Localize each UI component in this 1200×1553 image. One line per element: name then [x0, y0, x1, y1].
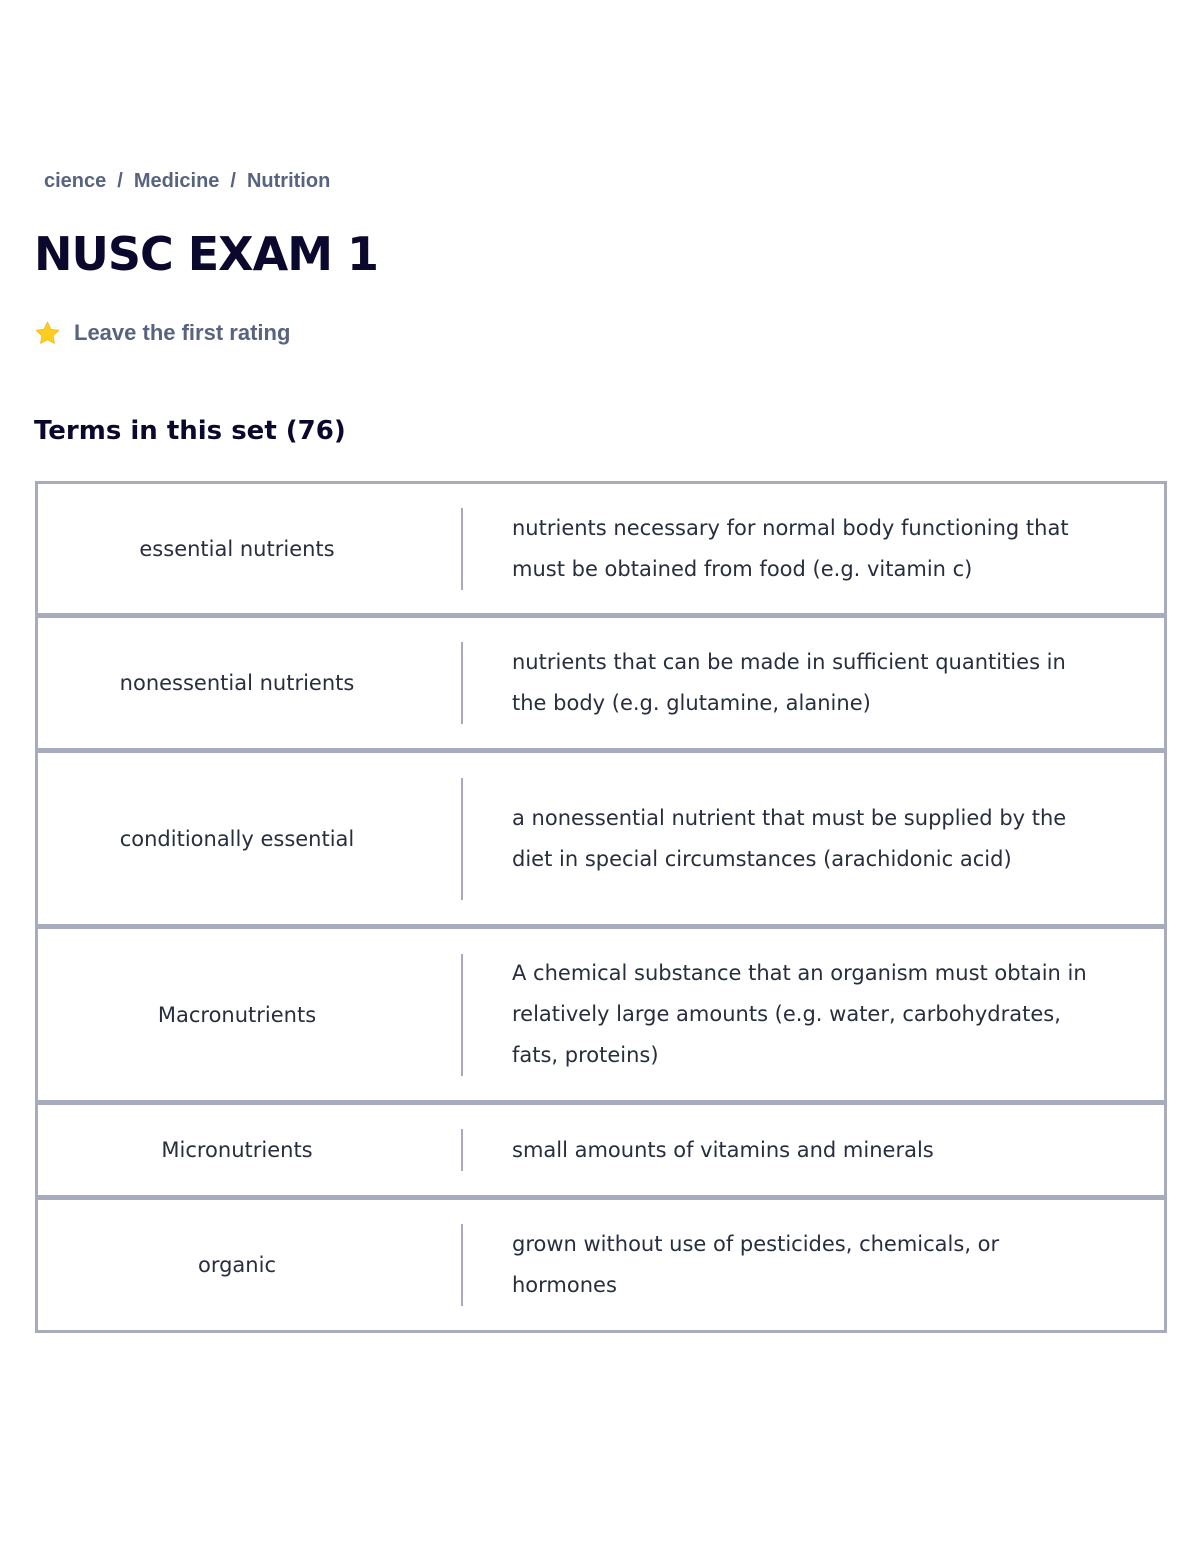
term-text: essential nutrients	[139, 536, 335, 561]
definition-text: a nonessential nutrient that must be supplied by the diet in special circumstances (arachidonic acid)	[512, 805, 1067, 871]
term-row	[38, 753, 1164, 929]
term-divider	[461, 508, 463, 590]
definition-text: nutrients that can be made in sufficient quantities in the body (e.g. glutamine, alanine)	[512, 650, 1066, 715]
term-text: conditionally essential	[119, 826, 355, 851]
breadcrumb-separator: /	[117, 169, 123, 192]
terms-list	[35, 481, 1167, 1333]
term-divider	[461, 1129, 463, 1171]
term-row	[38, 929, 1164, 1105]
term-row	[38, 1105, 1164, 1200]
definition-text: grown without use of pesticides, chemicals, or hormones	[512, 1232, 1000, 1297]
term-divider	[461, 778, 463, 900]
term-row	[38, 618, 1164, 753]
breadcrumb	[44, 166, 330, 196]
breadcrumb-item-science[interactable]: cience	[44, 169, 107, 192]
breadcrumb-item-medicine[interactable]: Medicine	[133, 169, 220, 192]
page-title: NUSC EXAM 1	[34, 227, 379, 281]
term-divider	[461, 1224, 463, 1306]
term-text: Macronutrients	[157, 1002, 317, 1027]
term-text: Micronutrients	[161, 1138, 313, 1162]
term-text: organic	[197, 1253, 276, 1277]
term-text: nonessential nutrients	[119, 671, 355, 695]
leave-rating-button[interactable]	[34, 318, 290, 348]
breadcrumb-separator: /	[230, 169, 236, 192]
rating-label: Leave the first rating	[74, 320, 291, 345]
term-row	[38, 484, 1164, 618]
definition-text: nutrients necessary for normal body functioning that must be obtained from food (e.g. vitamin c)	[512, 515, 1069, 581]
breadcrumb-item-nutrition[interactable]: Nutrition	[246, 169, 331, 192]
definition-text: A chemical substance that an organism must obtain in relatively large amounts (e.g. water, carbohydrates, fats, proteins)	[512, 961, 1087, 1067]
terms-heading: Terms in this set (76)	[34, 416, 346, 446]
term-divider	[461, 642, 463, 724]
definition-text: small amounts of vitamins and minerals	[512, 1137, 934, 1162]
term-row	[38, 1200, 1164, 1330]
star-icon	[34, 320, 61, 347]
term-divider	[461, 954, 463, 1076]
